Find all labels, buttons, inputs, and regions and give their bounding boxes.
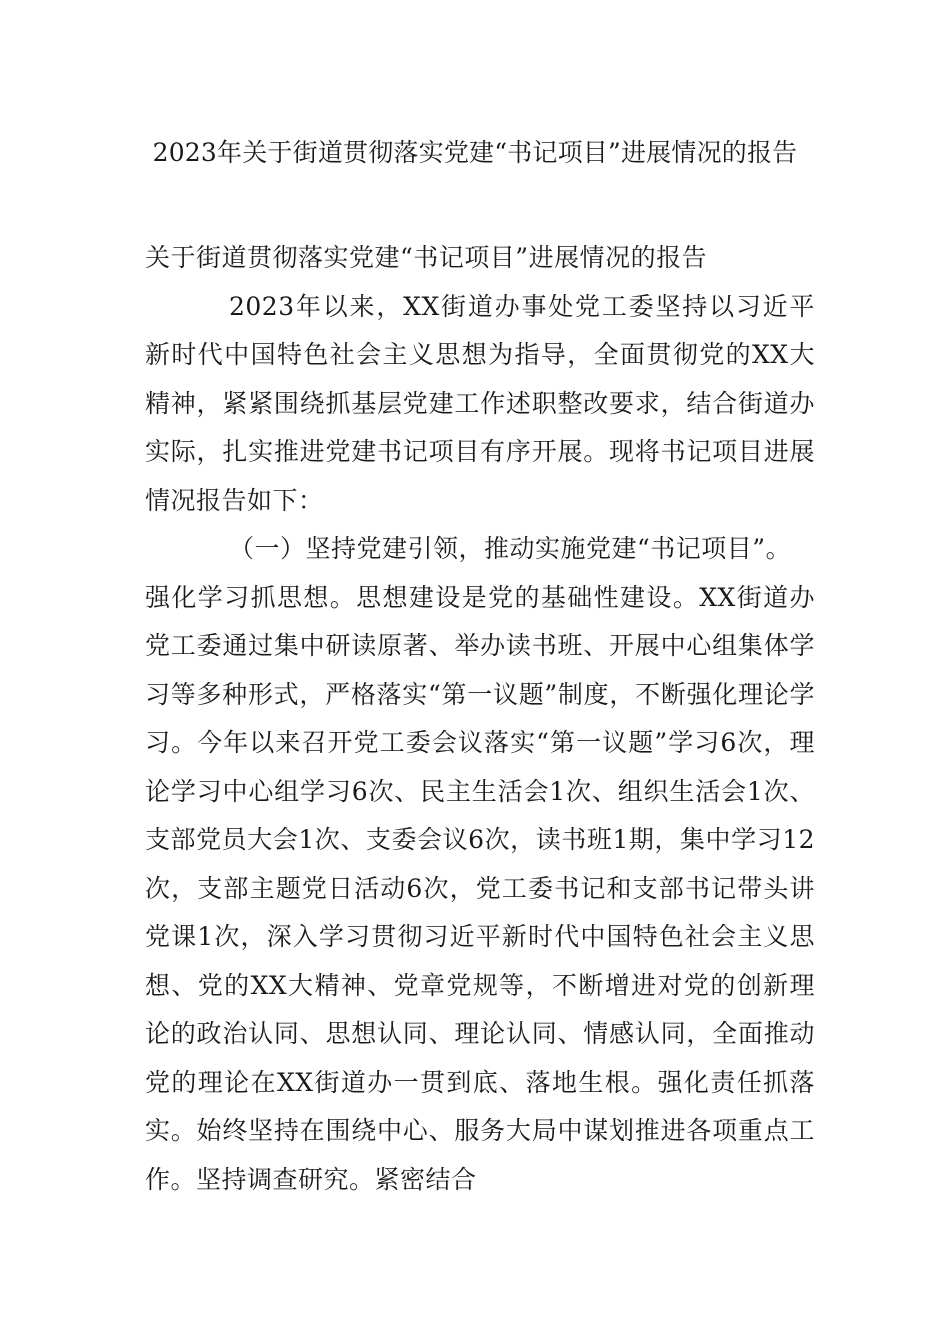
document-title: 2023年关于街道贯彻落实党建“书记项目”进展情况的报告 [152, 138, 798, 167]
document-body [145, 234, 815, 1204]
section-heading: （一）坚持党建引领，推动实施党建“书记项目”。 [229, 534, 792, 563]
document-subtitle: 关于街道贯彻落实党建“书记项目”进展情况的报告 [145, 243, 708, 272]
section-body-paragraph: 强化学习抓思想。思想建设是党的基础性建设。XX街道办党工委通过集中研读原著、举办读书班、开展中心组集体学习等多种形式，严格落实“第一议题”制度，不断强化理论学习。今年以来召开党工委会议落实“第一议题”学习6次，理论学习中心组学习6次、民主生活会1次、组织生活会1次、支部党员大会1次、支委会议6次，读书班1期，集中学习12次，支部主题党日活动6次，党工委书记和支部书记带头讲党课1次，深入学习贯彻习近平新时代中国特色社会主义思想、党的XX大精神、党章党规等，不断增进对党的创新理论的政治认同、思想认同、理论认同、情感认同，全面推动党的理论在XX街道办一贯到底、落地生根。强化责任抓落实。始终坚持在围绕中心、服务大局中谋划推进各项重点工作。坚持调查研究。紧密结合 [145, 582, 815, 1194]
intro-paragraph: 2023年以来，XX街道办事处党工委坚持以习近平新时代中国特色社会主义思想为指导，全面贯彻党的XX大精神，紧紧围绕抓基层党建工作述职整改要求，结合街道办实际，扎实推进党建书记项目有序开展。现将书记项目进展情况报告如下： [145, 291, 815, 515]
